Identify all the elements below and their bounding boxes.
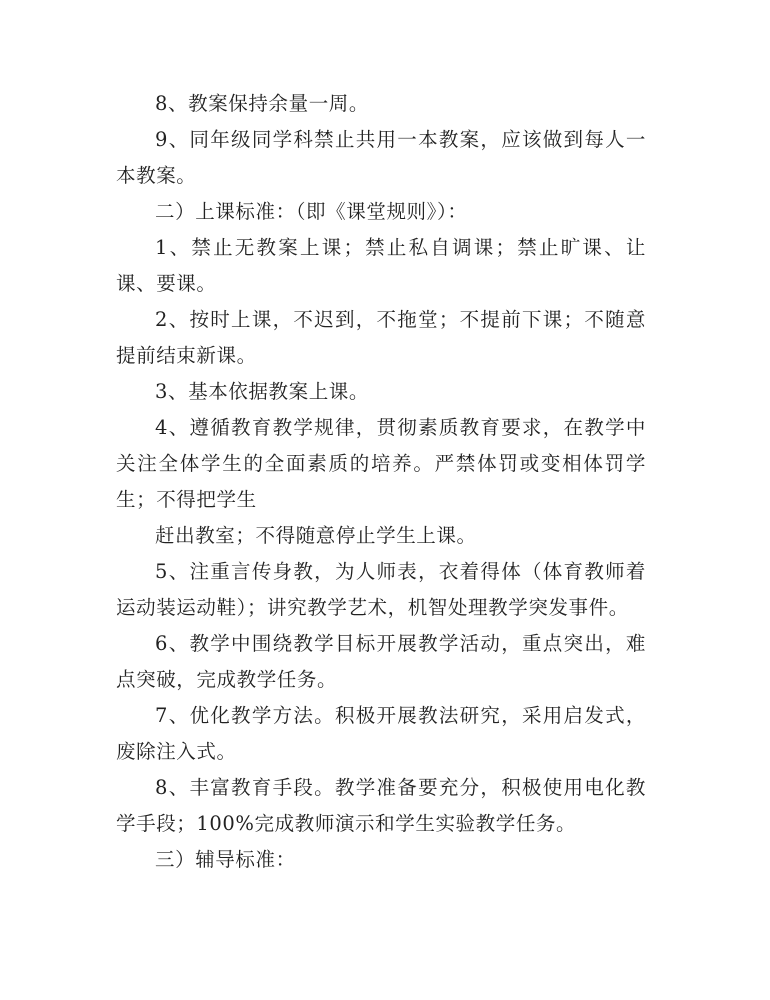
paragraph-no-shared-lesson-plan: 9、同年级同学科禁止共用一本教案，应该做到每人一本教案。 [116, 128, 646, 187]
paragraph-lesson-plan-reserve: 8、教案保持余量一周。 [155, 92, 370, 115]
paragraph-class-rule-5: 5、注重言传身教，为人师表，衣着得体（体育教师着运动装运动鞋）；讲究教学艺术，机智处理教学突发事件。 [116, 560, 646, 619]
document-body [116, 86, 646, 878]
section-heading-tutoring-standards: 三）辅导标准： [155, 848, 296, 871]
paragraph-class-rule-1: 1、禁止无教案上课；禁止私自调课；禁止旷课、让课、要课。 [116, 236, 646, 295]
section-heading-class-standards: 二）上课标准：（即《课堂规则》）： [155, 200, 468, 223]
paragraph-class-rule-4: 4、遵循教育教学规律，贯彻素质教育要求，在教学中关注全体学生的全面素质的培养。严禁体罚或变相体罚学生；不得把学生 [116, 416, 646, 511]
paragraph-class-rule-3: 3、基本依据教案上课。 [155, 380, 370, 403]
paragraph-class-rule-8: 8、丰富教育手段。教学准备要充分，积极使用电化教学手段；100%完成教师演示和学生实验教学任务。 [116, 776, 646, 835]
paragraph-class-rule-6: 6、教学中围绕教学目标开展教学活动，重点突出，难点突破，完成教学任务。 [116, 632, 646, 691]
paragraph-class-rule-7: 7、优化教学方法。积极开展教法研究，采用启发式，废除注入式。 [116, 704, 646, 763]
paragraph-class-rule-2: 2、按时上课，不迟到，不拖堂；不提前下课；不随意提前结束新课。 [116, 308, 646, 367]
paragraph-class-rule-4-continued: 赶出教室；不得随意停止学生上课。 [155, 524, 477, 547]
